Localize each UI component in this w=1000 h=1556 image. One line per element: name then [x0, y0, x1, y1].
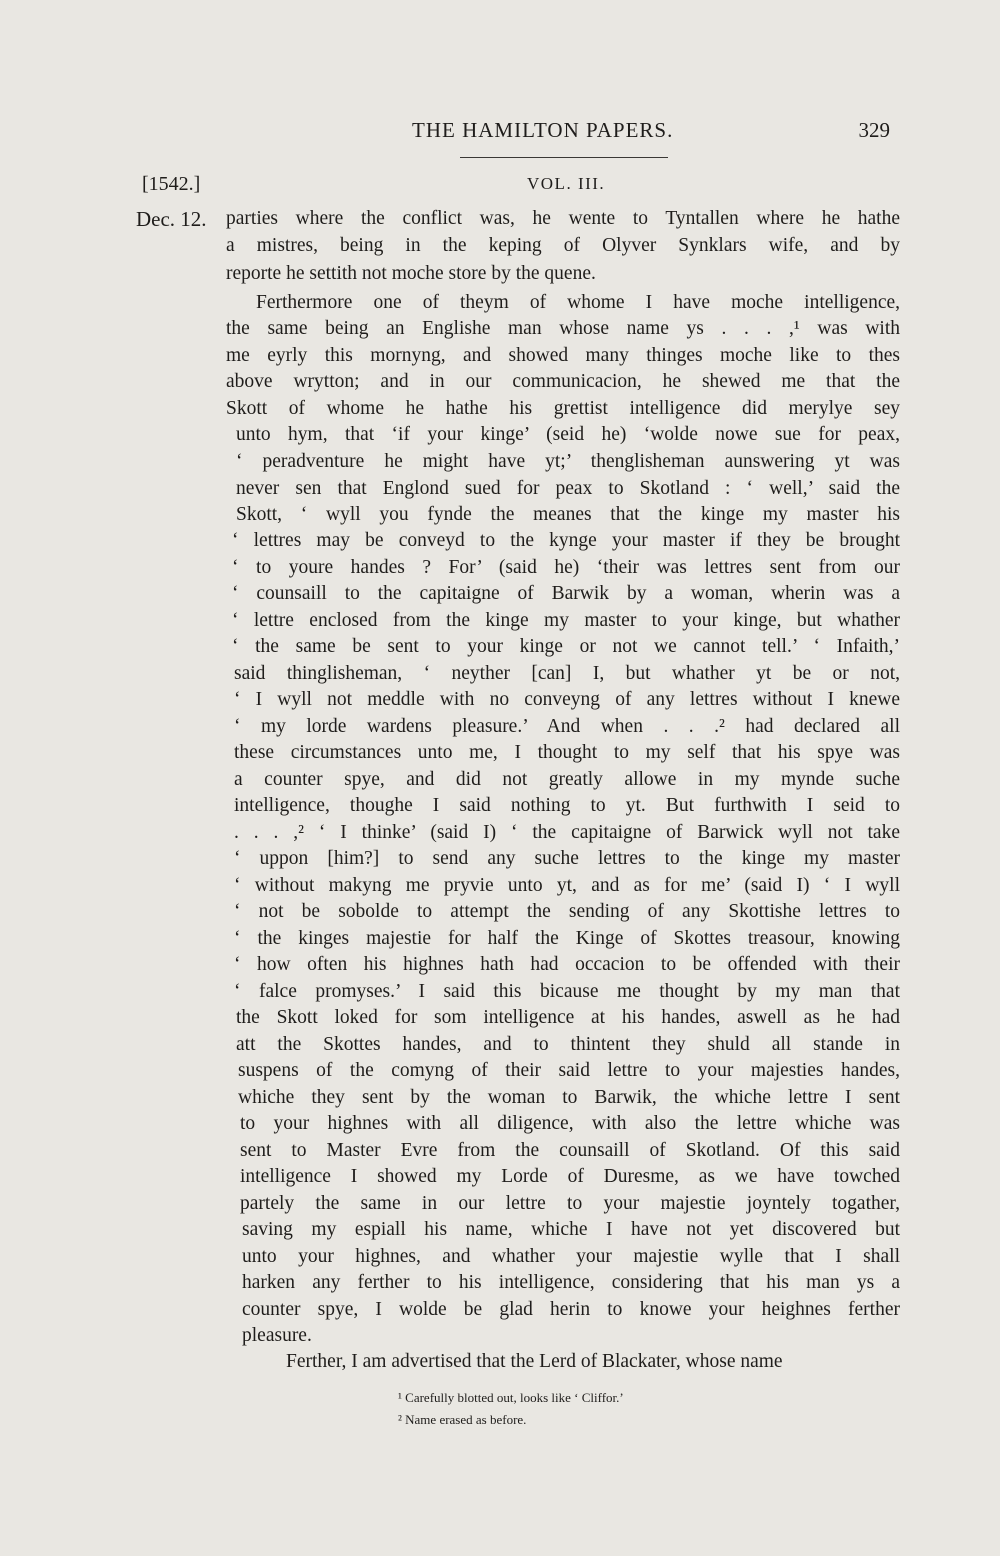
text-line: ‘ uppon [him?] to send any suche lettres to the kinge my master — [234, 848, 900, 869]
text-line: unto your highnes, and whather your majestie wylle that I shall — [242, 1246, 900, 1267]
running-head — [340, 118, 900, 148]
text-line: ‘ how often his highnes hath had occacion to be offended with their — [234, 954, 900, 975]
text-line: . . . ,² ‘ I thinke’ (said I) ‘ the capitaigne of Barwick wyll not take — [234, 822, 900, 843]
text-line: Skott of whome he hathe his grettist intelligence did merylye sey — [226, 398, 900, 419]
text-line: ‘ the kinges majestie for half the Kinge of Skottes treasour, knowing — [234, 928, 900, 949]
text-line: ‘ my lorde wardens pleasure.’ And when . . .² had declared all — [234, 716, 900, 737]
margin-year: [1542.] — [142, 173, 201, 195]
text-line: me eyrly this mornyng, and showed many thinges moche like to thes — [226, 345, 900, 366]
text-line: reporte he settith not moche store by the quene. — [226, 263, 596, 284]
text-line: whiche they sent by the woman to Barwik, the whiche lettre I sent — [238, 1087, 900, 1108]
header-rule — [460, 157, 668, 158]
text-line: parties where the conflict was, he wente to Tyntallen where he hathe — [226, 208, 900, 229]
text-line: the same being an Englishe man whose name ys . . . ,¹ was with — [226, 318, 900, 339]
text-line: ‘ falce promyses.’ I said this bicause me thought by my man that — [234, 981, 900, 1002]
footnote-2: ² Name erased as before. — [398, 1412, 527, 1427]
text-line: ‘ peradventure he might have yt;’ thenglisheman aunswering yt was — [236, 451, 900, 472]
text-line: never sen that Englond sued for peax to Skotland : ‘ well,’ said the — [236, 478, 900, 499]
text-line: the Skott loked for som intelligence at his handes, aswell as he had — [236, 1007, 900, 1028]
footnote-1: ¹ Carefully blotted out, looks like ‘ Cliffor.’ — [398, 1390, 624, 1405]
text-line: ‘ I wyll not meddle with no conveyng of any lettres without I knewe — [234, 689, 900, 710]
text-line: intelligence I showed my Lorde of Duresme, as we have towched — [240, 1166, 900, 1187]
text-line: these circumstances unto me, I thought to my self that his spye was — [234, 742, 900, 763]
text-line: sent to Master Evre from the counsaill of Skotland. Of this said — [240, 1140, 900, 1161]
margin-date: Dec. 12. — [136, 207, 207, 231]
text-line: Ferther, I am advertised that the Lerd of Blackater, whose name — [286, 1351, 783, 1372]
text-line: harken any ferther to his intelligence, considering that his man ys a — [242, 1272, 900, 1293]
text-line: pleasure. — [242, 1325, 312, 1346]
text-line: att the Skottes handes, and to thintent they shuld all stande in — [236, 1034, 900, 1055]
text-line: a counter spye, and did not greatly allowe in my mynde suche — [234, 769, 900, 790]
text-line: ‘ not be sobolde to attempt the sending of any Skottishe lettres to — [234, 901, 900, 922]
text-line: above wrytton; and in our communicacion, he shewed me that the — [226, 371, 900, 392]
text-line: Skott, ‘ wyll you fynde the meanes that the kinge my master his — [236, 504, 900, 525]
text-line: ‘ counsaill to the capitaigne of Barwik by a woman, wherin was a — [232, 583, 900, 604]
text-line: ‘ without makyng me pryvie unto yt, and as for me’ (said I) ‘ I wyll — [234, 875, 900, 896]
text-line: to your highnes with all diligence, with also the lettre whiche was — [240, 1113, 900, 1134]
text-line: Ferthermore one of theym of whome I have moche intelligence, — [256, 292, 900, 313]
text-line: ‘ lettres may be conveyd to the kynge your master if they be brought — [232, 530, 900, 551]
text-line: partely the same in our lettre to your majestie joyntely togather, — [240, 1193, 900, 1214]
text-line: a mistres, being in the keping of Olyver Synklars wife, and by — [226, 235, 900, 256]
text-line: ‘ the same be sent to your kinge or not we cannot tell.’ ‘ Infaith,’ — [232, 636, 900, 657]
volume-label: VOL. III. — [527, 174, 606, 193]
page-number: 329 — [858, 118, 890, 142]
text-line: counter spye, I wolde be glad herin to knowe your heighnes ferther — [242, 1299, 900, 1320]
text-line: saving my espiall his name, whiche I have not yet discovered but — [242, 1219, 900, 1240]
running-title: THE HAMILTON PAPERS. — [412, 118, 674, 142]
text-line: unto hym, that ‘if your kinge’ (seid he) ‘wolde nowe sue for peax, — [236, 424, 900, 445]
text-line: ‘ to youre handes ? For’ (said he) ‘their was lettres sent from our — [232, 557, 900, 578]
text-line: suspens of the comyng of their said lettre to your majesties handes, — [238, 1060, 900, 1081]
text-line: said thinglisheman, ‘ neyther [can] I, but whather yt be or not, — [234, 663, 900, 684]
footnotes — [398, 1387, 818, 1431]
text-line: intelligence, thoughe I said nothing to yt. But furthwith I seid to — [234, 795, 900, 816]
text-line: ‘ lettre enclosed from the kinge my master to your kinge, but whather — [232, 610, 900, 631]
